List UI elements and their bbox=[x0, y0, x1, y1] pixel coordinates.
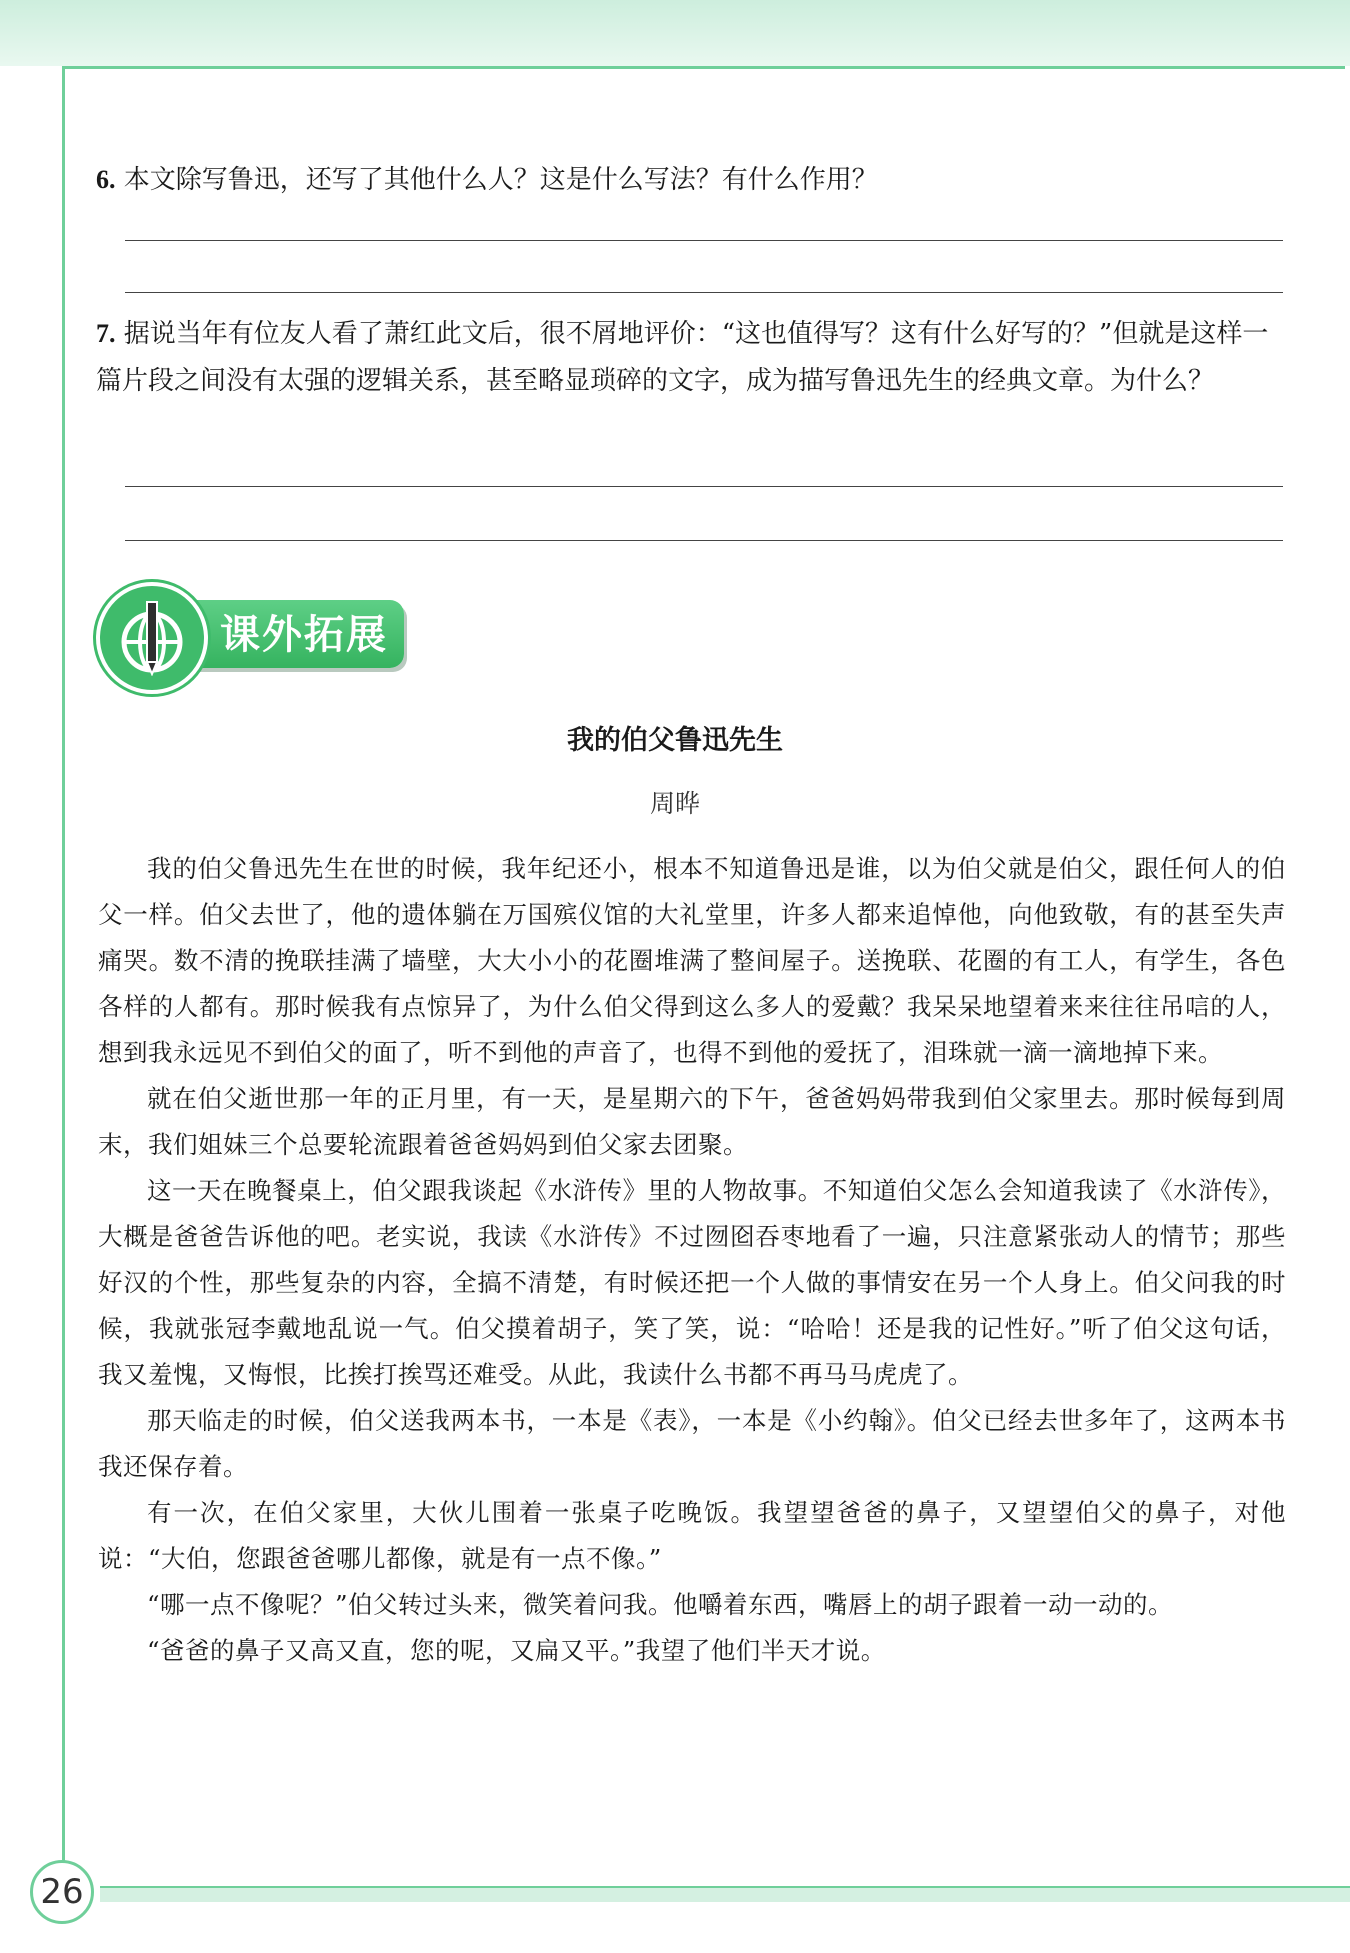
question-number: 7. bbox=[96, 319, 116, 348]
answer-line[interactable] bbox=[125, 240, 1283, 241]
paragraph: “哪一点不像呢？”伯父转过头来，微笑着问我。他嚼着东西，嘴唇上的胡子跟着一动一动的。 bbox=[147, 1590, 1174, 1619]
answer-line[interactable] bbox=[125, 486, 1283, 487]
question-number: 6. bbox=[96, 165, 116, 194]
question-text: 据说当年有位友人看了萧红此文后，很不屑地评价：“这也值得写？这有什么好写的？”但就是这样一篇片段之间没有太强的逻辑关系，甚至略显琐碎的文字，成为描写鲁迅先生的经典文章。为什么？ bbox=[96, 319, 1269, 396]
paragraph: 有一次，在伯父家里，大伙儿围着一张桌子吃晚饭。我望望爸爸的鼻子，又望望伯父的鼻子，对他说：“大伯，您跟爸爸哪儿都像，就是有一点不像。” bbox=[98, 1498, 1286, 1573]
section-banner bbox=[96, 582, 410, 694]
paragraph: 这一天在晚餐桌上，伯父跟我谈起《水浒传》里的人物故事。不知道伯父怎么会知道我读了《水浒传》，大概是爸爸告诉他的吧。老实说，我读《水浒传》不过囫囵吞枣地看了一遍，只注意紧张动人的情节；那些好汉的个性，那些复杂的内容，全搞不清楚，有时候还把一个人做的事情安在另一个人身上。伯父问我的时候，我就张冠李戴地乱说一气。伯父摸着胡子，笑了笑，说：“哈哈！还是我的记性好。”听了伯父这句话，我又羞愧，又悔恨，比挨打挨骂还难受。从此，我读什么书都不再马马虎虎了。 bbox=[98, 1176, 1286, 1389]
answer-line[interactable] bbox=[125, 292, 1283, 293]
top-band bbox=[0, 0, 1350, 66]
paragraph: 那天临走的时候，伯父送我两本书，一本是《表》，一本是《小约翰》。伯父已经去世多年了，这两本书我还保存着。 bbox=[98, 1406, 1286, 1481]
answer-line[interactable] bbox=[125, 540, 1283, 541]
article-body bbox=[98, 846, 1286, 1674]
article-author: 周晔 bbox=[649, 789, 700, 818]
page-number: 26 bbox=[30, 1860, 94, 1924]
globe-pen-icon bbox=[96, 582, 208, 694]
paragraph: 我的伯父鲁迅先生在世的时候，我年纪还小，根本不知道鲁迅是谁，以为伯父就是伯父，跟任何人的伯父一样。伯父去世了，他的遗体躺在万国殡仪馆的大礼堂里，许多人都来追悼他，向他致敬，有的甚至失声痛哭。数不清的挽联挂满了墙壁，大大小小的花圈堆满了整间屋子。送挽联、花圈的有工人，有学生，各色各样的人都有。那时候我有点惊异了，为什么伯父得到这么多人的爱戴？我呆呆地望着来来往往吊唁的人，想到我永远见不到伯父的面了，听不到他的声音了，也得不到他的爱抚了，泪珠就一滴一滴地掉下来。 bbox=[98, 854, 1286, 1067]
paragraph: “爸爸的鼻子又高又直，您的呢，又扁又平。”我望了他们半天才说。 bbox=[147, 1636, 886, 1665]
article-title: 我的伯父鲁迅先生 bbox=[567, 725, 783, 756]
question-6 bbox=[96, 156, 1291, 204]
section-title: 课外拓展 bbox=[220, 612, 388, 658]
question-7 bbox=[96, 310, 1291, 405]
paragraph: 就在伯父逝世那一年的正月里，有一天，是星期六的下午，爸爸妈妈带我到伯父家里去。那时候每到周末，我们姐妹三个总要轮流跟着爸爸妈妈到伯父家去团聚。 bbox=[98, 1084, 1286, 1159]
bottom-band bbox=[100, 1886, 1350, 1902]
question-text: 本文除写鲁迅，还写了其他什么人？这是什么写法？有什么作用？ bbox=[123, 165, 878, 195]
